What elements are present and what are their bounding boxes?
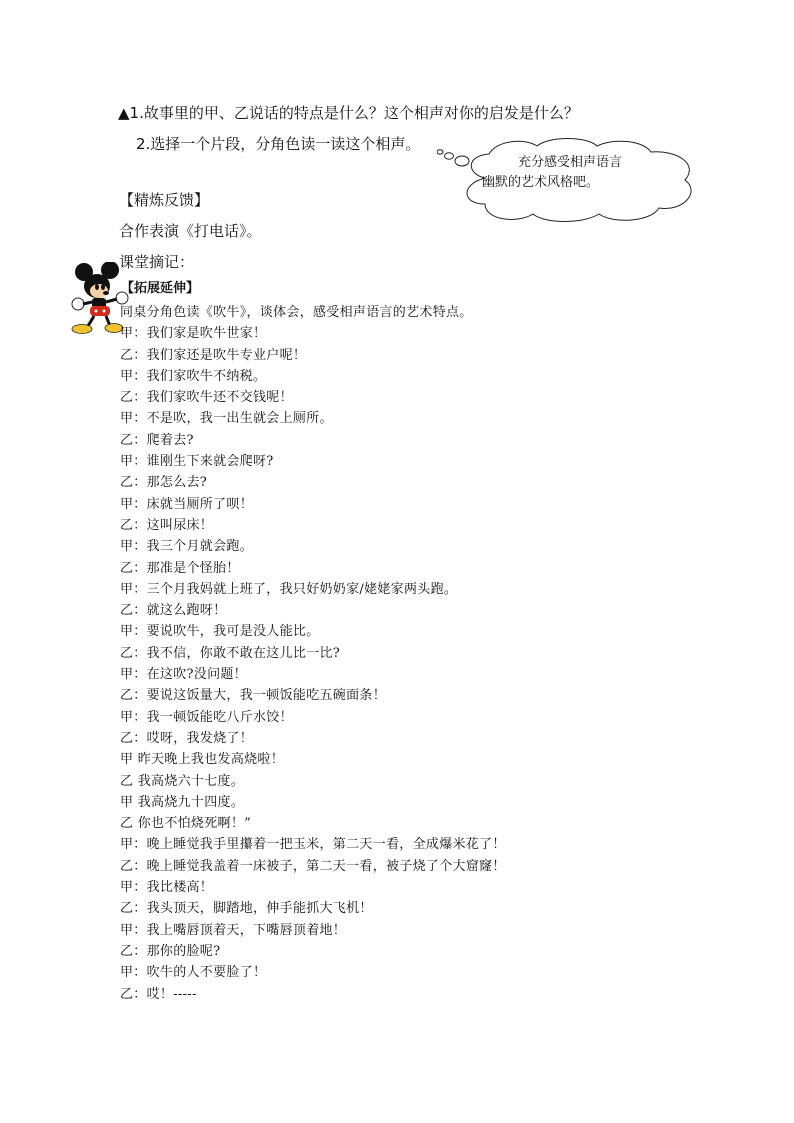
dialogue-line: 乙：这叫尿床！ xyxy=(120,517,214,533)
dialogue-block xyxy=(120,302,680,1005)
dialogue-line: 乙：要说这饭量大，我一顿饭能吃五碗面条！ xyxy=(120,688,387,704)
dialogue-line: 甲 昨天晚上我也发高烧啦！ xyxy=(120,752,285,768)
dialogue-line: 甲：我上嘴唇顶着天，下嘴唇顶着地！ xyxy=(120,922,347,938)
dialogue-line: 甲：三个月我妈就上班了，我只好奶奶家/姥姥家两头跑。 xyxy=(120,581,458,597)
dialogue-line: 甲：我们家吹牛不纳税。 xyxy=(120,368,267,384)
feedback-task: 合作表演《打电话》。 xyxy=(119,222,262,240)
dialogue-line: 乙：那准是个怪胎！ xyxy=(120,560,240,576)
notes-label: 课堂摘记： xyxy=(119,253,195,271)
feedback-title: 【精炼反馈】 xyxy=(119,191,210,209)
cloud-tip-text xyxy=(482,153,662,193)
dialogue-line: 乙：我们家还是吹牛专业户呢！ xyxy=(120,347,307,363)
dialogue-line: 甲：我三个月就会跑。 xyxy=(120,539,254,555)
extension-title: 【拓展延伸】 xyxy=(121,281,200,296)
dialogue-line: 乙：哎！----- xyxy=(120,986,197,1002)
dialogue-line: 甲：在这吹?没问题！ xyxy=(120,667,247,683)
cloud-tip-line-2: 幽默的艺术风格吧。 xyxy=(482,175,600,190)
dialogue-line: 甲：吹牛的人不要脸了！ xyxy=(120,965,267,981)
dialogue-line: 甲：晚上睡觉我手里攥着一把玉米，第二天一看，全成爆米花了！ xyxy=(120,837,506,853)
dialogue-line: 乙：就这么跑呀！ xyxy=(120,603,227,619)
question-1: ▲1.故事里的甲、乙说话的特点是什么？这个相声对你的启发是什么？ xyxy=(118,104,579,122)
dialogue-line: 甲：不是吹，我一出生就会上厕所。 xyxy=(120,411,333,427)
dialogue-line: 乙：我头顶天，脚踏地，伸手能抓大飞机！ xyxy=(120,901,373,917)
extension-intro: 同桌分角色读《吹牛》，谈体会，感受相声语言的艺术特点。 xyxy=(120,305,473,320)
dialogue-line: 甲：要说吹牛，我可是没人能比。 xyxy=(120,624,320,640)
dialogue-line: 乙：那你的脸呢? xyxy=(120,943,221,959)
question-2: 2.选择一个片段，分角色读一读这个相声。 xyxy=(136,135,421,153)
dialogue-line: 乙：晚上睡觉我盖着一床被子，第二天一看，被子烧了个大窟窿！ xyxy=(120,858,506,874)
dialogue-line: 甲 我高烧九十四度。 xyxy=(120,794,245,810)
dialogue-line: 甲：我们家是吹牛世家！ xyxy=(120,326,267,342)
dialogue-line: 甲：我一顿饭能吃八斤水饺！ xyxy=(120,709,293,725)
dialogue-line: 乙 我高烧六十七度。 xyxy=(120,773,245,789)
dialogue-line: 乙 你也不怕烧死啊！” xyxy=(120,816,252,832)
dialogue-line: 乙：我不信，你敢不敢在这儿比一比? xyxy=(120,645,341,661)
cloud-tip-line-1: 充分感受相声语言 xyxy=(518,155,623,170)
dialogue-line: 甲：谁刚生下来就会爬呀? xyxy=(120,454,274,470)
dialogue-line: 乙：我们家吹牛还不交钱呢！ xyxy=(120,390,293,406)
dialogue-line: 乙：爬着去? xyxy=(120,432,194,448)
dialogue-line: 乙：哎呀，我发烧了！ xyxy=(120,730,254,746)
dialogue-line: 甲：床就当厕所了呗！ xyxy=(120,496,254,512)
dialogue-line: 乙：那怎么去? xyxy=(120,475,208,491)
dialogue-line: 甲：我比楼高！ xyxy=(120,880,214,896)
